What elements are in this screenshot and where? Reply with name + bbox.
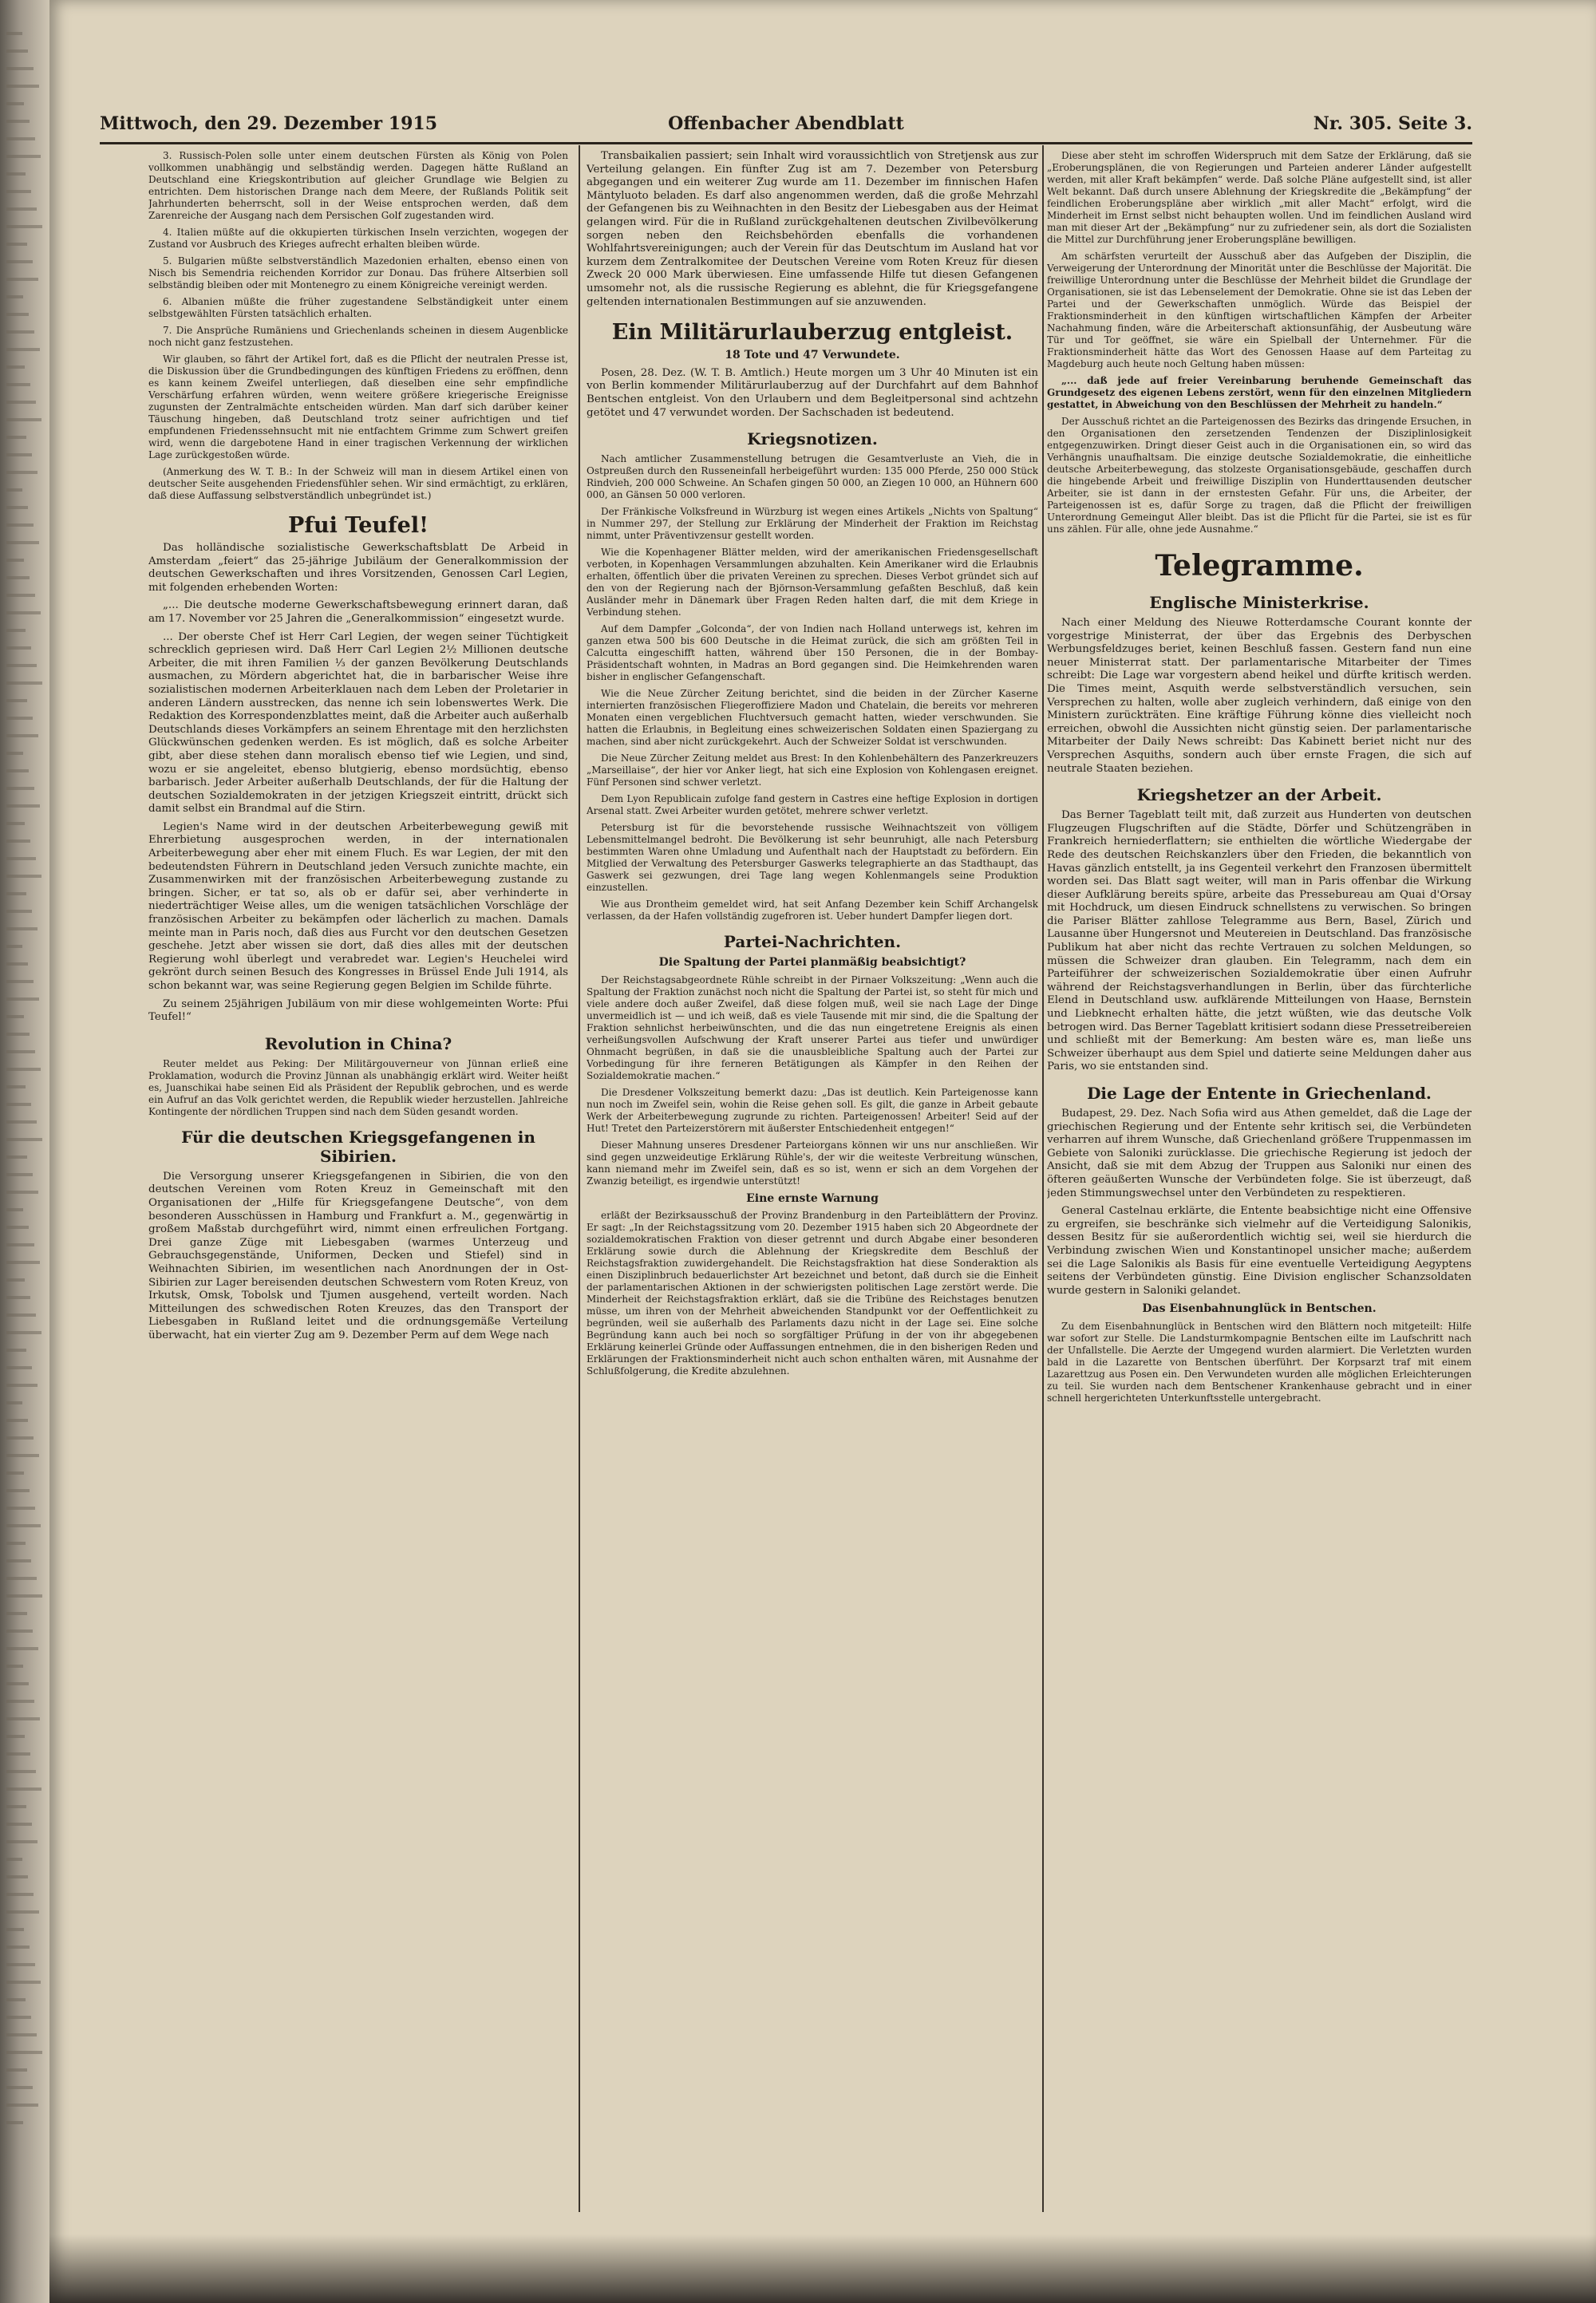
ghost-text-line <box>6 1471 24 1475</box>
article-paragraph: 4. Italien müßte auf die okkupierten türkischen Inseln verzichten, wogegen der Zustand vor Ausbruch des Krieges aufrecht erhalten bleiben würde. <box>148 227 568 250</box>
article-paragraph: Zu seinem 25jährigen Jubiläum von mir diese wohlgemeinten Worte: Pfui Teufel!“ <box>148 997 568 1024</box>
ghost-text-line <box>6 997 39 1001</box>
article-paragraph: General Castelnau erklärte, die Entente beabsichtige nicht eine Offensive zu ergreifen, sie beschränke sich vielmehr auf die Verteidigung Salonikis, dessen Besitz für sie außerordentlich wichtig sei, weil sie hierdurch die Verbindung zwischen Wien und Konstantinopel unsicher mache; außerdem sei die Lage Salonikis als Basis für eine eventuelle Verteidigung Aegyptens seitens der Verbündeten günstig. Eine Division englischer Schanzsoldaten wurde gestern in Saloniki gelandet. <box>1047 1205 1472 1297</box>
ghost-text-line <box>6 2086 33 2089</box>
headline-militaerurlauberzug: Ein Militärurlauberzug entgleist. <box>611 320 1013 346</box>
ghost-text-line <box>6 1665 23 1668</box>
ghost-text-line <box>6 962 28 966</box>
ghost-text-line <box>6 1489 30 1492</box>
ghost-text-line <box>6 927 38 930</box>
headline-pfui-teufel: Pfui Teufel! <box>288 513 429 538</box>
ghost-text-line <box>6 471 38 474</box>
ghost-text-line <box>6 892 26 895</box>
ghost-text-line <box>6 190 31 193</box>
ghost-text-line <box>6 2068 27 2072</box>
ghost-text-line <box>6 1278 25 1282</box>
article-paragraph: Der Ausschuß richtet an die Parteigenossen des Bezirks das dringende Ersuchen, in den Organisationen den zersetzenden Tendenzen der Disziplinlosigkeit entgegenzuwirken. Dringt dieser Geist auch in die Organisationen ein, so wird das Verhängnis unaufhaltsam. Die einzige deutsche Sozialdemokratie, die einheitliche deutsche Arbeiterbewegung, das stolzeste Organisationsgebäude, geschaffen durch die hingebende Arbeit und freiwillige Disziplin von Hunderttausenden deutscher Arbeiter, sie ist dann in der ernstesten Gefahr. Für uns, die Arbeiter, der Parteigenossen ist es, dafür Sorge zu tragen, daß die Pflicht der freiwilligen Unterordnung Gemeingut Aller bleibt. Das ist die Pflicht für die Partei, sie ist es für uns zählen. Für alle, ohne jede Ausnahme.“ <box>1047 416 1472 535</box>
article-paragraph: Nach einer Meldung des Nieuwe Rotterdamsche Courant konnte der vorgestrige Ministerrat, der über das Ergebnis des Derbyschen Werbungsfeldzuges beriet, keinen Beschluß fassen. Gestern fand nun eine neuer Ministerrat statt. Der parlamentarische Mitarbeiter der Times schreibt: Die Lage war vorgestern abend heikel und dürfte kritisch werden. Die Times meint, Asquith werde selbstverständlich versuchen, sein Versprechen zu halten, wolle aber zugleich verhindern, daß einige von den Ministern zurückträten. Eine kräftige Führung könne dies vielleicht noch erreichen, obwohl die Aussichten nicht günstig seien. Der parlamentarische Mitarbeiter der Daily News schreibt: Das Kabinett beriet nicht nur des Versprechen Asquiths, sondern auch über ernste Fragen, die sich auf neutrale Staaten beziehen. <box>1047 617 1472 775</box>
ghost-text-line <box>6 1577 37 1580</box>
ghost-text-line <box>6 664 37 667</box>
ghost-text-line <box>6 1875 28 1878</box>
column-divider <box>1042 145 1044 2212</box>
ghost-text-line <box>6 1349 26 1352</box>
ghost-text-line <box>6 875 41 878</box>
ghost-text-line <box>6 1823 32 1826</box>
ghost-text-line <box>6 67 34 70</box>
ghost-text-line <box>6 1173 33 1176</box>
article-paragraph: Der Reichstagsabgeordnete Rühle schreibt in der Pirnaer Volkszeitung: „Wenn auch die Spaltung der Fraktion zunächst noch nicht die Spaltung der Partei ist, so steht für mich und viele andere doch außer Zweifel, daß diese folgen muß, weil sie nach Lage der Dinge unvermeidlich ist — und ich weiß, daß es viele Tausende mit mir sind, die die Spaltung der Fraktion sehnlichst herbeiwünschten, und die das nun eingetretene Ereignis als einen verheißungsvollen Aufschwung der Kraft unserer Partei aus tiefer und unwürdiger Ohnmacht begrüßen, in daß sie die unausbleibliche Spaltung auch der Partei zur Vorbedingung für ihre ferneren Betätigungen als Kämpfer in den Reihen der Sozialdemokratie machen.“ <box>587 974 1038 1081</box>
article-paragraph: erläßt der Bezirksausschuß der Provinz Brandenburg in den Parteiblättern der Provinz. Er sagt: „In der Reichstagssitzung vom 20. Dezember 1915 haben sich 20 Abgeordnete der sozialdemokratischen Fraktion von dieser getrennt und durch Abgabe einer besonderen Erklärung sowie durch die Ablehnung der Kriegskredite dem Beschluß der Reichstagsfraktion zuwidergehandelt. Die Reichstagsfraktion hat diese Sonderaktion als einen Disziplinbruch bedauerlichster Art bezeichnet und betont, daß durch sie die Einheit der parlamentarischen Aktionen in der schwierigsten politischen Lage zerstört werde. Die Minderheit der Reichstagsfraktion erklärt, daß sie die Tribüne des Reichstages benutzen müsse, um ihren von der Mehrheit abweichenden Standpunkt vor der Oeffentlichkeit zu begründen, weil sie außerhalb des Parlaments dazu nicht in der Lage sei. Eine solche Begründung kann auch bei noch so sorgfältiger Prüfung in der von ihr abgegebenen Erklärung keinerlei Gründe oder Auffassungen entnehmen, die in den bisherigen Reden und Erklärungen der Fraktionsminderheit nicht auch schon enthalten wären, mit Ausnahme der Schlußfolgerung, die Kredite abzulehnen. <box>587 1210 1038 1377</box>
article-paragraph: Diese aber steht im schroffen Widerspruch mit dem Satze der Erklärung, daß sie „Eroberungsplänen, die von Regierungen und Parteien anderer Länder aufgestellt werden, mit aller Kraft bekämpfen“ werde. Daß solche Pläne aufgestellt sind, ist aller Welt bekannt. Daß durch unsere Ablehnung der Kriegskredite die „Bekämpfung“ der feindlichen Eroberungspläne aber wirklich „mit aller Macht“ erfolgt, wird die Minderheit im Ernst selbst nicht behaupten wollen. Und im feindlichen Ausland wird man mit dieser Art der „Bekämpfung“ nur zu zufriedener sein, als dort die Sozialisten die Mittel zur Durchführung jener Eroberungspläne bewilligen. <box>1047 150 1472 245</box>
article-paragraph: Das Berner Tageblatt teilt mit, daß zurzeit aus Hunderten von deutschen Flugzeugen Flugschriften auf die Städte, Dörfer und Schützengräben in Frankreich herniederflattern; sie enthielten die wörtliche Wiedergabe der Rede des deutschen Reichskanzlers über den Frieden, die bekanntlich von Havas gänzlich entstellt, ja ins Gegenteil verkehrt den Franzosen übermittelt worden sei. Das Blatt sagt weiter, will man in Paris offenbar die Wirkung dieser Aufklärung bereits spüre, arbeite das Pressebureau am Quai d'Orsay mit Hochdruck, um diesen Eindruck schnellstens zu verwischen. So bringen die Pariser Blätter zahllose Telegramme aus Bern, Basel, Zürich und Lausanne über Hungersnot und Meutereien in Deutschland. Das französische Publikum hat aber nicht das rechte Vertrauen zu solchen Meldungen, so müssen die Schweizer dran glauben. Ein Telegramm, nach dem ein Parteiführer der schweizerischen Sozialdemokratie über einen Aufruhr während der Reichstagsverhandlungen in Berlin, über das fürchterliche Elend in Deutschland usw. aufklärende Mitteilungen von Haase, Bernstein und Liebknecht erhalten hätte, die jetzt wüßten, wie das deutsche Volk betrogen wird. Das Berner Tageblatt kritisiert sodann diese Pressetreibereien und schließt mit der Bemerkung: Am besten wäre es, man ließe uns Schweizer überhaupt aus dem Spiel und datierte seine Meldungen daher aus Paris, wo sie entstanden sind. <box>1047 809 1472 1073</box>
ghost-text-line <box>6 787 34 790</box>
ghost-text-line <box>6 945 22 948</box>
ghost-text-line <box>6 1419 28 1422</box>
article-paragraph: 6. Albanien müßte die früher zugestandene Selbständigkeit unter einem selbstgewählten Fürsten tatsächlich erhalten. <box>148 296 568 319</box>
ghost-text-line <box>6 1155 27 1159</box>
article-paragraph: Legien's Name wird in der deutschen Arbeiterbewegung gewiß mit Ehrerbietung ausgesprochen werden, in der internationalen Arbeiterbewegung aber eher mit einem Fluch. Es war Legien, der mit den bedeutendsten Führern in Deutschland jeden Versuch zunichte machte, ein Zusammenwirken mit der französischen Arbeiterbewegung zustande zu bringen. Sicher, er tat so, als ob er dafür sei, aber verhinderte in niederträchtiger Weise alles, um die wenigen tatsächlichen Vorschläge der französischen Arbeiter zu bekämpfen oder lächerlich zu machen. Damals meinte man in Paris noch, daß dies aus Furcht vor den deutschen Gesetzen geschehe. Jetzt aber wissen sie dort, daß dies alles mit der deutschen Regierung wohl überlegt und verabredet war. Legien's Heuchelei wird gekrönt durch seinen Besuch des Kongresses in Brüssel Ende Juli 1914, als schon bekannt war, was seine Regierung gegen Belgien im Schilde führte. <box>148 820 568 992</box>
page-bottom-shadow <box>49 2234 1596 2303</box>
column-2 <box>587 150 1038 2193</box>
ghost-text-line <box>6 313 29 316</box>
ghost-text-line <box>6 1015 24 1018</box>
ghost-text-line <box>6 1050 35 1053</box>
ghost-text-line <box>6 1910 39 1914</box>
news-note: Wie die Neue Zürcher Zeitung berichtet, sind die beiden in der Zürcher Kaserne internierten französischen Fliegeroffiziere Madon und Chatelain, die bereits vor mehreren Monaten einen vergeblichen Fluchtversuch gemacht hatten, wieder verschwunden. Sie hatten die Erlaubnis, in Begleitung eines schweizerischen Soldaten einen Spaziergang zu machen, sind aber nicht zurückgekehrt. Auch der Schweizer Soldat ist verschwunden. <box>587 688 1038 748</box>
ghost-text-line <box>6 1296 30 1299</box>
ghost-text-line <box>6 1384 38 1387</box>
headline-kriegsgefangene: Für die deutschen Kriegsgefangenen in Sibirien. <box>181 1127 535 1166</box>
headline-revolution-china: Revolution in China? <box>264 1033 452 1053</box>
subheadline-spaltung: Die Spaltung der Partei planmäßig beabsichtigt? <box>658 956 966 970</box>
ghost-text-line <box>6 2121 23 2124</box>
previous-page-edge <box>0 0 49 2303</box>
news-note: Auf dem Dampfer „Golconda“, der von Indien nach Holland unterwegs ist, kehren im ganzen etwa 500 bis 600 Deutsche in die Heimat zurück, die sich am größten Teil in Calcutta eingeschifft hatten, während über 150 Personen, die in der Bombay-Präsidentschaft wohnten, in Madras an Bord gegangen sind. Die Heimkehrenden waren bisher in englischer Gefangenschaft. <box>587 623 1038 683</box>
column-1 <box>148 150 568 2193</box>
ghost-text-line <box>6 1542 26 1545</box>
subheadline-warnung: Eine ernste Warnung <box>746 1191 879 1205</box>
ghost-text-line <box>6 1946 30 1949</box>
article-paragraph: Am schärfsten verurteilt der Ausschuß aber das Aufgeben der Disziplin, die Verweigerung der Unterordnung der Minorität unter die Beschlüsse der Majorität. Die freiwillige Unterordnung unter die Beschlüsse der Mehrheit bildet die Grundlage der Organisationen, sie ist das Lebenselement der Demokratie. Ohne sie ist das Leben der Partei und der Gewerkschaften unmöglich. Würde das Beispiel der Fraktionsminderheit in den künftigen wirtschaftlichen Kämpfen der Arbeiter Nachahmung finden, wäre die Arbeiterschaft aktionsunfähig, der Ausbeutung wäre Tür und Tor geöffnet, sie wäre ein Spielball der Unternehmer. Für die Fraktionsminderheit hätte das Wort des Genossen Haase auf dem Parteitag zu Magdeburg auch heute noch Geltung haben müssen: <box>1047 251 1472 369</box>
masthead-date: Mittwoch, den 29. Dezember 1915 <box>100 113 438 134</box>
ghost-text-line <box>6 523 34 527</box>
ghost-text-line <box>6 1963 35 1966</box>
ghost-text-line <box>6 559 24 562</box>
article-paragraph: 5. Bulgarien müßte selbstverständlich Mazedonien erhalten, ebenso einen von Nisch bis Semendria reichenden Korridor zur Donau. Das frühere Altserbien soll selbständig bleiben oder mit Montenegro zu einem Königreiche vereinigt werden. <box>148 255 568 290</box>
ghost-text-line <box>6 1858 22 1861</box>
news-note: Die Neue Zürcher Zeitung meldet aus Brest: In den Kohlenbehältern des Panzerkreuzers „Marseillaise“, der hier vor Anker liegt, hat sich eine Explosion von Kohlengasen ereignet. Fünf Personen sind schwer verletzt. <box>587 753 1038 788</box>
ghost-text-line <box>6 243 27 246</box>
news-note: Wie die Kopenhagener Blätter melden, wird der amerikanischen Friedensgesellschaft verboten, in Kopenhagen Versammlungen abzuhalten. Kein Amerikaner wird die Erlaubnis erhalten, öffentlich über die privaten Vereinen zu sprechen. Dieses Verbot gründet sich auf den von der Regierung nach der Björnson-Versammlung gefaßten Beschluß, daß kein Ausländer mehr in Dänemark über Fragen Reden halten darf, die mit dem Kriege in Verbindung stehen. <box>587 547 1038 618</box>
ghost-text-line <box>6 32 22 35</box>
news-note: Petersburg ist für die bevorstehende russische Weihnachtszeit von völligem Lebensmittelmangel bedroht. Die Bevölkerung ist sehr beunruhigt, alle nach Petersburg bestimmten Waren ohne Umladung und Aufenthalt nach der Hauptstadt zu befördern. Ein Mitglied der Verwaltung des Petersburger Gaswerks telegraphierte an das Stadthaupt, das Gaswerk sei gezwungen, drei Tage lang wegen Kohlenmangels seine Produktion einzustellen. <box>587 822 1038 894</box>
ghost-text-line <box>6 1454 39 1457</box>
article-paragraph: Die Dresdener Volkszeitung bemerkt dazu: „Das ist deutlich. Kein Parteigenosse kann nun noch im Zweifel sein, wohin die Reise gehen soll. Es gilt, die ganze in Arbeit gebaute Werk der Arbeiterbewegung zugrunde zu richten. Parteigenossen! Arbeiter! Seid auf der Hut! Tretet den Parteizerstörern mit äußerster Entschiedenheit entgegen!“ <box>587 1086 1038 1134</box>
ghost-text-line <box>6 910 32 913</box>
ghost-text-line <box>6 2016 31 2019</box>
ghost-text-line <box>6 1559 31 1562</box>
ghost-text-line <box>6 804 40 808</box>
headline-kriegsnotizen: Kriegsnotizen. <box>747 429 878 449</box>
ghost-text-line <box>6 734 38 737</box>
ghost-text-line <box>6 348 40 351</box>
article-paragraph: Posen, 28. Dez. (W. T. B. Amtlich.) Heute morgen um 3 Uhr 40 Minuten ist ein von Berlin kommender Militärurlauberzug auf der Durchfahrt auf dem Bahnhof Bentschen entgleist. Von den Urlaubern und dem Begleitpersonal sind achtzehn getötet und 47 verwundet worden. Der Sachschaden ist bedeutend. <box>587 366 1038 419</box>
article-paragraph: 7. Die Ansprüche Rumäniens und Griechenlands scheinen in diesem Augenblicke noch nicht ganz festzustehen. <box>148 325 568 348</box>
headline-ministerkrise: Englische Ministerkrise. <box>1149 593 1369 612</box>
ghost-text-line <box>6 418 41 421</box>
ghost-text-line <box>6 1981 41 1984</box>
masthead-paper-name: Offenbacher Abendblatt <box>668 113 904 134</box>
ghost-text-line <box>6 1647 38 1650</box>
ghost-text-line <box>6 752 23 755</box>
ghost-text-line <box>6 453 32 456</box>
ghost-text-line <box>6 699 27 702</box>
ghost-text-line <box>6 1103 31 1106</box>
article-paragraph: Dieser Mahnung unseres Dresdener Parteiorgans können wir uns nur anschließen. Wir sind gegen unzweideutige Erklärung Rühle's, der wir die weiteste Verbreitung wünschen, kann niemand mehr im Zweifel sein, daß es so ist, wenn er sich an dem Vorgehen der Zwanzig beteiligt, es irgendwie unterstützt! <box>587 1139 1038 1187</box>
ghost-text-line <box>6 681 42 685</box>
ghost-text-line <box>6 1612 27 1615</box>
ghost-text-line <box>6 2051 42 2054</box>
subheadline-casualties: 18 Tote und 47 Verwundete. <box>725 349 900 362</box>
ghost-text-line <box>6 1524 41 1527</box>
news-note: Nach amtlicher Zusammenstellung betrugen die Gesamtverluste an Vieh, die in Ostpreußen durch den Russeneinfall herbeigeführt wurden: 135 000 Pferde, 250 000 Stück Rindvieh, 200 000 Schweine. An Schafen gingen 50 000, an Ziegen 10 000, an Hühnern 600 000, an Gänsen 50 000 verloren. <box>587 453 1038 501</box>
ghost-text-line <box>6 1226 29 1229</box>
headline-eisenbahnunglueck: Das Eisenbahnunglück in Bentschen. <box>1142 1302 1377 1316</box>
ghost-text-line <box>6 1313 36 1317</box>
news-note: Dem Lyon Republicain zufolge fand gestern in Castres eine heftige Explosion in dortigen Arsenal statt. Zwei Arbeiter wurden getötet, mehrere schwer verletzt. <box>587 793 1038 817</box>
ghost-text-line <box>6 629 26 632</box>
headline-kriegshetzer: Kriegshetzer an der Arbeit. <box>1136 785 1382 805</box>
news-note: Wie aus Drontheim gemeldet wird, hat seit Anfang Dezember kein Schiff Archangelsk verlassen, da der Hafen vollständig zugefroren ist. Ueber hundert Dampfer liegen dort. <box>587 899 1038 922</box>
ghost-text-line <box>6 2033 37 2036</box>
masthead-page-number: Nr. 305. Seite 3. <box>1313 113 1472 134</box>
ghost-text-line <box>6 611 41 614</box>
ghost-text-line <box>6 1401 22 1404</box>
ghost-text-line <box>6 576 30 579</box>
ghost-text-line <box>6 1068 41 1071</box>
ghost-text-line <box>6 260 33 263</box>
article-paragraph: Wir glauben, so fährt der Artikel fort, daß es die Pflicht der neutralen Presse ist, die Diskussion über die Grundbedingungen des künftigen Friedens zu eröffnen, denn es kann keinem Zweifel unterliegen, daß dieselben eine sehr empfindliche Verschärfung erfahren würden, wenn weitere größere kriegerische Ereignisse zugunsten der Zentralmächte entscheiden würden. Man darf sich darüber keiner Täuschung hingeben, daß Deutschland trotz seiner aufrichtigen und tief empfundenen Friedenssehnsucht mit nie entfachtem Grimme zum Schwert greifen wird, wenn die dargebotene Hand in einer tragischen Verkennung der wirklichen Lage zurückgestoßen würde. <box>148 354 568 460</box>
article-paragraph: Budapest, 29. Dez. Nach Sofia wird aus Athen gemeldet, daß die Lage der griechischen Regierung und der Entente sehr kritisch sei, die Verbündeten verharren auf ihrem Wunsche, daß Griechenland größere Truppenmassen im Gebiete von Saloniki zurücklasse. Die griechische Regierung ist jedoch der Ansicht, daß sie mit dem Abzug der Truppen aus Saloniki nur einen des öfteren geäußerten Wunsche der Verbündeten folge. Sie ist überzeugt, daß jeden Stimmungswechsel unter den Verbündeten zu respektieren. <box>1047 1108 1472 1199</box>
ghost-text-line <box>6 980 34 983</box>
ghost-text-line <box>6 488 22 492</box>
ghost-text-line <box>6 225 42 228</box>
ghost-text-line <box>6 1787 41 1791</box>
ghost-text-line <box>6 1629 33 1633</box>
column-3 <box>1047 150 1472 2193</box>
article-paragraph: Transbaikalien passiert; sein Inhalt wird voraussichtlich von Stretjensk aus zur Verteilung gelangen. Ein fünfter Zug ist am 7. Dezember von Petersburg abgegangen und ein weiterer Zug wurde am 11. Dezember im finnischen Hafen Mäntyluoto beladen. Es darf also angenommen werden, daß die große Mehrzahl der Gefangenen bis zu Weihnachten in den Besitz der Liebesgaben aus der Heimat gelangen wird. Für die in Rußland zurückgehaltenen deutschen Zivilbevölkerung sorgen neben den Reichsbehörden ebenfalls die vorhandenen Wohlfahrtsvereinigungen; auch der Verein für das Deutschtum im Ausland hat vor kurzem dem Zentralkomitee der Deutschen Vereine vom Roten Kreuz für diesen Zweck 20 000 Mark überwiesen. Eine umfassende Hilfe tut diesen Gefangenen umsomehr not, als die russische Regierung es ablehnt, die für Kriegsgefangene geltenden internationalen Bestimmungen auf sie anzuwenden. <box>587 150 1038 308</box>
ghost-text-line <box>6 1735 25 1738</box>
editor-note: (Anmerkung des W. T. B.: In der Schweiz will man in diesem Artikel einen von deutscher Seite ausgehenden Friedensfühler sehen. Wir sind ermächtigt, zu erklären, daß diese Auffassung selbstverständlich unbegründet ist.) <box>148 466 568 501</box>
ghost-text-line <box>6 436 26 439</box>
section-title-telegramme: Telegramme. <box>1155 549 1364 583</box>
ghost-text-line <box>6 102 24 105</box>
masthead <box>100 110 1472 144</box>
ghost-text-line <box>6 1331 41 1334</box>
headline-partei-nachrichten: Partei-Nachrichten. <box>723 932 902 952</box>
ghost-text-line <box>6 839 30 843</box>
ghost-text-line <box>6 278 38 281</box>
ghost-text-line <box>6 1243 34 1246</box>
ghost-text-line <box>6 383 30 386</box>
ghost-text-line <box>6 1085 26 1088</box>
article-paragraph: Die Versorgung unserer Kriegsgefangenen in Sibirien, die von den deutschen Vereinen vom Roten Kreuz in Gemeinschaft mit den Organisationen der „Hilfe für Kriegsgefangene Deutsche“, von dem besonderen Ausschüssen in Hamburg und Frankfurt a. M., gegenwärtig in großem Maßstab durchgeführt wird, nimmt einen erfreulichen Fortgang. Drei ganze Züge mit Liebesgaben (warmes Unterzeug und Gebrauchsgegenstände, Uniformen, Decken und Stiefel) sind in Weihnachten Sibirien, im wesentlichen nach Anordnungen der in Ost-Sibirien zur Lager bereisenden deutschen Schwestern vom Roten Kreuz, von Irkutsk, Omsk, Tobolsk und Tjumen ausgehend, verteilt worden. Nach Mitteilungen des schwedischen Roten Kreuzes, das den Transport der Liebesgaben in Rußland leitet und die ordnungsgemäße Verteilung überwacht, hat ein vierter Zug am 9. Dezember Perm auf dem Wege nach <box>148 1170 568 1341</box>
quotation: „... daß jede auf freier Vereinbarung beruhende Gemeinschaft das Grundgesetz des eigenen Lebens zerstört, wenn für den einzelnen Mitgliedern gestattet, in Abweichung von den Beschlüssen der Mehrheit zu handeln.“ <box>1047 375 1472 410</box>
article-paragraph: ... Der oberste Chef ist Herr Carl Legien, der wegen seiner Tüchtigkeit schrecklich gepriesen wird. Daß Herr Carl Legien 2½ Millionen deutsche Arbeiter, die mit ihren Familien ⅓ der ganzen Bevölkerung Deutschlands ausmachen, zu Mördern abgerichtet hat, die in barbarischer Weise ihre sozialistischen modernen Arbeiterklauen nach dem Leben der Proletarier in anderen Ländern ausstrecken, das nenne ich sein lobenswertes Werk. Die Redaktion des Korrespondenzblattes meint, daß die Arbeiter auch außerhalb Deutschlands dieses Vorkämpfers an seinem Ehrentage mit den herzlichsten Glückwünschen gedenken werden. Es ist möglich, daß es solche Arbeiter gibt, aber diese stehen dann moralisch ebenso tief wie Legien, und sind, wozu er sie angeleitet, ebenso blutgierig, ebenso mordsüchtig, ebenso barbarisch. Jeder Arbeiter außerhalb Deutschlands, der für die Haltung der deutschen Sozialdemokraten in der jetzigen Kriegszeit eintritt, drückt sich damit selbst ein Brandmal auf die Stirn. <box>148 630 568 816</box>
ghost-text-line <box>6 1770 36 1773</box>
ghost-text-line <box>6 120 30 123</box>
article-paragraph: 3. Russisch-Polen solle unter einem deutschen Fürsten als König von Polen vollkommen unabhängig und selbständig werden. Dagegen hätte Rußland an Deutschland eine Kriegskontribution auf gleicher Grundlage wie Belgien zu entrichten. Dem historischen Drange nach dem Meere, der Rußlands Politik seit Jahrhunderten beherrscht, soll in der Weise entsprochen werden, daß dem Zarenreiche der Ausgang nach dem Persischen Golf zugestanden wird. <box>148 150 568 221</box>
article-paragraph: „... Die deutsche moderne Gewerkschaftsbewegung erinnert daran, daß am 17. November vor 25 Jahren die „Generalkommission“ eingesetzt wurde. <box>148 599 568 625</box>
ghost-text-line <box>6 1594 42 1598</box>
ghost-text-line <box>6 1998 26 2001</box>
ghost-text-line <box>6 857 36 860</box>
article-paragraph: Das holländische sozialistische Gewerkschaftsblatt De Arbeid in Amsterdam „feiert“ das 25-jährige Jubiläum der Generalkommission der deutschen Gewerkschaften und ihres Vorsitzenden, Genossen Carl Legien, mit folgenden erhebenden Worten: <box>148 542 568 594</box>
ghost-text-line <box>6 1033 30 1036</box>
news-note: Der Fränkische Volksfreund in Würzburg ist wegen eines Artikels „Nichts von Spaltung“ in Nummer 297, der Stellung zur Erklärung der Minderheit der Fraktion im Reichstag nimmt, unter Präventivzensur gestellt worden. <box>587 506 1038 542</box>
ghost-text-line <box>6 646 31 650</box>
ghost-text-line <box>6 1191 38 1194</box>
column-divider <box>579 145 580 2212</box>
ghost-text-line <box>6 1208 23 1211</box>
ghost-text-line <box>6 172 26 176</box>
ghost-text-line <box>6 717 33 720</box>
ghost-text-line <box>6 1366 32 1369</box>
headline-entente-griechenland: Die Lage der Entente in Griechenland. <box>1087 1084 1432 1103</box>
ghost-text-line <box>6 330 34 334</box>
ghost-text-line <box>6 1805 26 1808</box>
ghost-text-line <box>6 1120 37 1124</box>
ghost-text-line <box>6 1700 34 1703</box>
ghost-text-line <box>6 1507 35 1510</box>
ghost-text-line <box>6 1261 40 1264</box>
ghost-text-line <box>6 506 28 509</box>
ghost-text-line <box>6 2104 38 2107</box>
ghost-text-line <box>6 1436 34 1440</box>
article-paragraph: Zu dem Eisenbahnunglück in Bentschen wird den Blättern noch mitgeteilt: Hilfe war sofort zur Stelle. Die Landsturmkompagnie Bentschen eilte im Laufschritt nach der Unfallstelle. Die Aerzte der Umgegend wurden alarmiert. Die Verletzten wurden bald in die Lazarette von Bentschen überführt. Der Korpsarzt traf mit einem Lazarettzug aus Posen ein. Den Verwundeten wurden alle möglichen Erleichterungen zu teil. Sie wurden nach dem Bentschener Krankenhause gebracht und in einer schnell hergerichteten Unterkunftsstelle untergebracht. <box>1047 1320 1472 1404</box>
ghost-text-line <box>6 1893 34 1896</box>
ghost-text-line <box>6 822 25 825</box>
ghost-text-line <box>6 594 35 597</box>
ghost-text-line <box>6 1138 42 1141</box>
ghost-text-line <box>6 541 39 544</box>
ghost-text-line <box>6 155 41 158</box>
ghost-text-line <box>6 1717 40 1720</box>
ghost-text-line <box>6 137 35 140</box>
ghost-text-line <box>6 769 29 772</box>
ghost-text-line <box>6 207 37 211</box>
ghost-text-line <box>6 365 25 369</box>
ghost-text-line <box>6 1840 38 1843</box>
ghost-text-line <box>6 401 36 404</box>
article-paragraph: Reuter meldet aus Peking: Der Militärgouverneur von Jünnan erließ eine Proklamation, wodurch die Provinz Jünnan als unabhängig erklärt wird. Weiter heißt es, Juanschikai habe seinen Eid als Präsident der Republik gebrochen, und es werde ein Aufruf an das Volk gerichtet werden, die Republik wieder herzustellen. Jahlreiche Kontingente der nördlichen Truppen sind nach dem Süden gesandt worden. <box>148 1057 568 1117</box>
ghost-text-line <box>6 1682 29 1685</box>
ghost-text-line <box>6 1928 24 1931</box>
ghost-text-line <box>6 49 28 53</box>
ghost-text-line <box>6 295 23 298</box>
ghost-text-line <box>6 1752 30 1756</box>
ghost-text-line <box>6 85 39 88</box>
